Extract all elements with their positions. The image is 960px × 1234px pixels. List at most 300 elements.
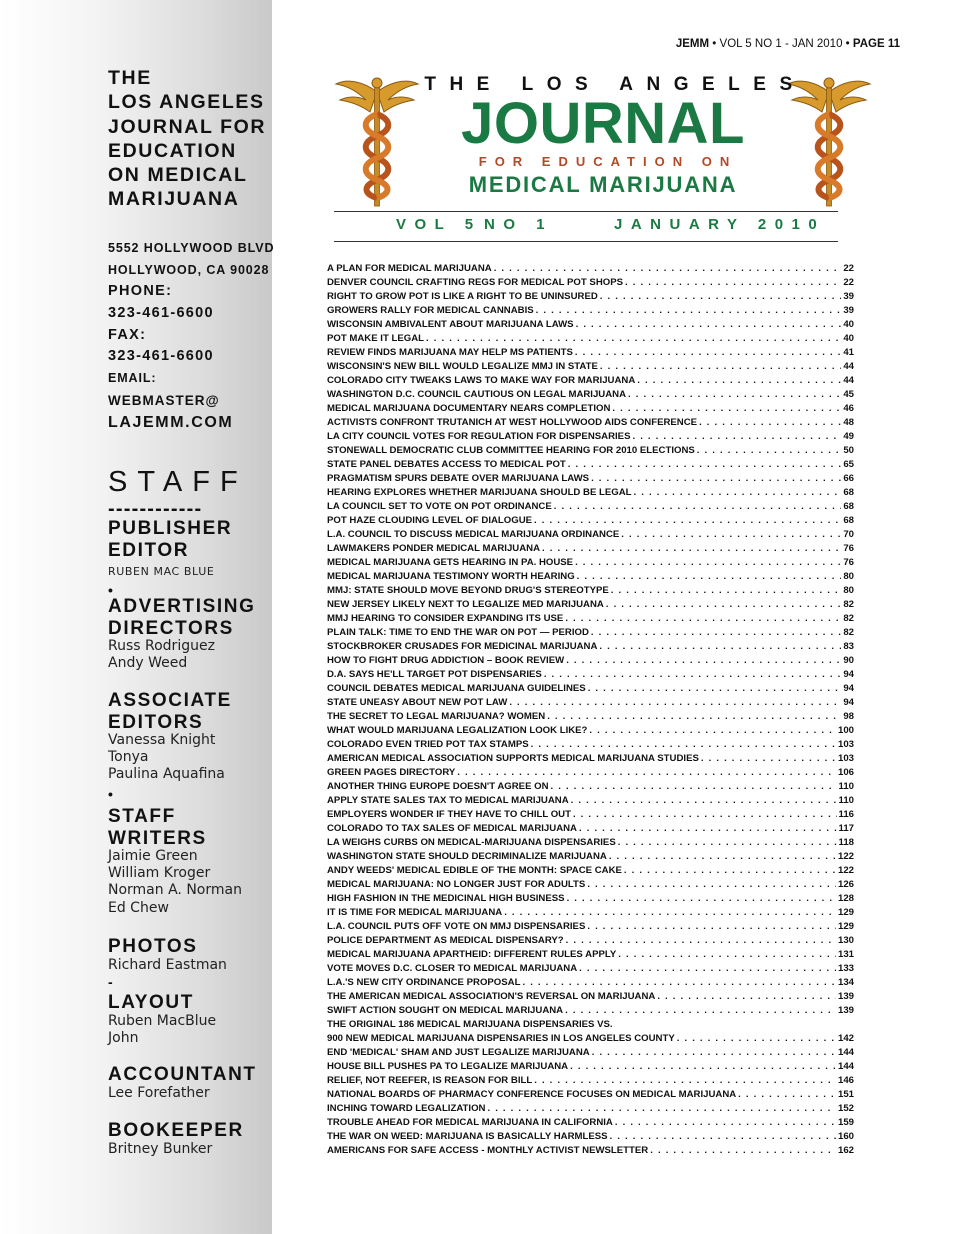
separator: • [108,786,113,802]
toc-entry-title: TROUBLE AHEAD FOR MEDICAL MARIJUANA IN CALIFORNIA [327,1117,613,1128]
toc-entry-page: 126 [837,879,854,890]
toc-entry-title: PRAGMATISM SPURS DEBATE OVER MARIJUANA LAWS [327,473,590,484]
toc-entry[interactable] [327,710,854,724]
phone-label: PHONE: [108,283,173,300]
toc-entry-page: 39 [843,305,854,316]
toc-entry-page: 82 [843,599,854,610]
toc-dot-leader [701,752,836,766]
toc-dot-leader [624,864,836,878]
toc-entry[interactable] [327,766,854,780]
toc-entry[interactable] [327,682,854,696]
toc-entry-title: REVIEW FINDS MARIJUANA MAY HELP MS PATIENTS [327,347,573,358]
toc-entry[interactable] [327,612,854,626]
toc-entry-title: THE SECRET TO LEGAL MARIJUANA? WOMEN [327,711,546,722]
toc-entry-page: 144 [837,1047,854,1058]
toc-dot-leader [621,528,841,542]
toc-entry-page: 76 [843,543,854,554]
toc-entry-title: HOW TO FIGHT DRUG ADDICTION – BOOK REVIEW [327,655,565,666]
toc-dot-leader [610,1130,836,1144]
staff-name: Tonya [108,749,149,766]
title-line: JOURNAL FOR [108,115,267,138]
toc-dot-leader [615,1116,836,1130]
toc-entry-title: POLICE DEPARTMENT AS MEDICAL DISPENSARY? [327,935,564,946]
toc-entry-page: 83 [843,641,854,652]
toc-dot-leader [650,1144,836,1158]
header-bullet: • [712,38,717,50]
toc-entry-title: STATE UNEASY ABOUT NEW POT LAW [327,697,508,708]
toc-entry-page: 80 [843,585,854,596]
role-title: PUBLISHER [108,518,233,539]
role-publisher-editor [108,518,232,561]
staff-name: Ed Chew [108,899,169,916]
toc-entry[interactable] [327,318,854,332]
toc-entry-page: 39 [843,291,854,302]
toc-entry-title: L.A. COUNCIL TO DISCUSS MEDICAL MARIJUANA ORDINANCE [327,529,620,540]
toc-entry-title: AMERICANS FOR SAFE ACCESS - MONTHLY ACTIVIST NEWSLETTER [327,1145,649,1156]
role-title: ASSOCIATE [108,690,232,711]
toc-dot-leader [599,640,841,654]
role-names [108,638,215,672]
toc-entry-page: 70 [843,529,854,540]
toc-dot-leader [637,374,841,388]
staff-name: Jaimie Green [108,848,198,864]
staff-name: Richard Eastman [108,957,227,973]
role-title: EDITOR [108,539,190,561]
toc-entry-page: 146 [837,1075,854,1086]
toc-entry-title: STATE PANEL DEBATES ACCESS TO MEDICAL POT [327,459,566,470]
role-names [108,563,214,580]
page-number: PAGE 11 [852,38,900,50]
toc-entry[interactable] [327,1046,854,1060]
toc-entry[interactable] [327,668,854,682]
toc-entry-title: HIGH FASHION IN THE MEDICINAL HIGH BUSINESS [327,893,565,904]
toc-entry-page: 144 [837,1061,854,1072]
toc-entry-title: EMPLOYERS WONDER IF THEY HAVE TO CHILL OUT [327,809,571,820]
toc-entry-page: 159 [837,1117,854,1128]
toc-entry-page: 94 [843,697,854,708]
toc-entry[interactable] [327,542,854,556]
toc-entry[interactable] [327,1130,854,1144]
toc-entry-page: 45 [843,389,854,400]
toc-entry[interactable] [327,808,854,822]
toc-entry[interactable] [327,402,854,416]
toc-entry[interactable] [327,640,854,654]
toc-dot-leader [554,500,842,514]
toc-entry-title: WASHINGTON D.C. COUNCIL CAUTIOUS ON LEGAL MARIJUANA [327,389,627,400]
toc-entry-page: 160 [837,1131,854,1142]
toc-entry-page: 65 [843,459,854,470]
toc-dot-leader [634,486,842,500]
toc-entry-page: 110 [838,795,854,806]
journal-title [108,66,266,212]
toc-entry-title: IT IS TIME FOR MEDICAL MARIJUANA [327,907,503,918]
title-line: THE [108,67,152,89]
role-accountant [108,1064,257,1086]
toc-entry[interactable] [327,864,854,878]
staff-name: Lee Forefather [108,1085,210,1101]
toc-entry-title: WISCONSIN AMBIVALENT ABOUT MARIJUANA LAWS [327,319,574,330]
toc-dot-leader [738,1088,836,1102]
toc-dot-leader [494,262,842,276]
toc-entry-title: APPLY STATE SALES TAX TO MEDICAL MARIJUANA [327,795,569,806]
title-line: EDUCATION [108,139,237,162]
toc-entry[interactable] [327,780,854,794]
toc-entry-title: VOTE MOVES D.C. CLOSER TO MEDICAL MARIJUANA [327,963,578,974]
toc-dot-leader [547,710,841,724]
table-of-contents [327,262,854,1158]
toc-entry-page: 82 [843,613,854,624]
phone-number: 323-461-6600 [108,305,214,322]
volume-number: VOL 5 [396,216,482,233]
title-line: ON MEDICAL [108,164,248,187]
title-line: MARIJUANA [108,188,240,211]
toc-entry-page: 94 [843,683,854,694]
toc-entry[interactable] [327,752,854,766]
toc-entry-page: 162 [837,1145,854,1156]
toc-entry-page: 48 [843,417,854,428]
toc-dot-leader [568,458,842,472]
staff-name: Andy Weed [108,655,188,672]
toc-entry-page: 152 [837,1103,854,1114]
toc-entry[interactable] [327,724,854,738]
toc-entry[interactable] [327,528,854,542]
toc-dot-leader [542,542,841,556]
toc-entry-page: 82 [843,627,854,638]
toc-entry[interactable] [327,850,854,864]
masthead-medical-marijuana: MEDICAL MARIJUANA [468,172,738,197]
toc-entry[interactable] [327,374,854,388]
toc-dot-leader [592,1046,836,1060]
toc-entry-title: LA WEIGHS CURBS ON MEDICAL-MARIJUANA DISPENSARIES [327,837,616,848]
toc-entry[interactable] [327,332,854,346]
staff-name: RUBEN MAC BLUE [108,565,215,578]
toc-entry-page: 151 [837,1089,854,1100]
bottom-rule [334,241,838,242]
toc-dot-leader [566,934,836,948]
toc-entry-page: 110 [838,781,854,792]
toc-dot-leader [606,598,841,612]
toc-entry-title: D.A. SAYS HE'LL TARGET POT DISPENSARIES [327,669,542,680]
toc-entry[interactable] [327,1074,854,1088]
toc-entry-page: 130 [837,935,854,946]
toc-entry-page: 68 [843,487,854,498]
toc-entry-title: COUNCIL DEBATES MEDICAL MARIJUANA GUIDELINES [327,683,586,694]
toc-dot-leader [589,724,836,738]
toc-entry-page: 44 [843,361,854,372]
toc-dot-leader [609,850,836,864]
staff-name: Russ Rodriguez [108,638,215,654]
toc-entry-page: 116 [838,809,854,820]
toc-entry[interactable] [327,1088,854,1102]
toc-entry-title: ANDY WEEDS' MEDICAL EDIBLE OF THE MONTH: SPACE CAKE [327,865,622,876]
toc-entry-title: MMJ HEARING TO CONSIDER EXPANDING ITS USE [327,613,564,624]
toc-entry[interactable] [327,458,854,472]
toc-entry-title: POT MAKE IT LEGAL [327,333,425,344]
staff-name: John [108,1030,139,1047]
role-title: DIRECTORS [108,617,234,639]
role-bookeeper [108,1120,244,1142]
issue-number: NO 1 [484,216,554,233]
toc-entry-page: 68 [843,501,854,512]
address-line-2: HOLLYWOOD, CA 90028 [108,262,270,277]
masthead-journal: JOURNAL [461,91,745,156]
toc-entry[interactable] [327,920,854,934]
toc-entry[interactable] [327,822,854,836]
toc-entry-page: 117 [838,823,854,834]
toc-entry[interactable] [327,990,854,1004]
toc-entry-title: MEDICAL MARIJUANA GETS HEARING IN PA. HOUSE [327,557,574,568]
toc-entry-title: 900 NEW MEDICAL MARIJUANA DISPENSARIES IN LOS ANGELES COUNTY [327,1033,675,1044]
toc-entry[interactable] [327,430,854,444]
toc-entry-page: 80 [843,571,854,582]
toc-entry[interactable] [327,500,854,514]
toc-entry-title: MEDICAL MARIJUANA TESTIMONY WORTH HEARING [327,571,575,582]
toc-dot-leader [509,696,841,710]
toc-entry-title: L.A. COUNCIL PUTS OFF VOTE ON MMJ DISPENSARIES [327,921,586,932]
brand-name: JEMM [675,38,710,50]
toc-dot-leader [618,836,837,850]
toc-dot-leader [544,668,842,682]
toc-dot-leader [534,1074,836,1088]
toc-entry-page: 46 [843,403,854,414]
role-title: LAYOUT [108,992,194,1013]
toc-dot-leader [612,402,841,416]
sidebar [0,0,275,1234]
toc-entry[interactable] [327,1102,854,1116]
toc-entry-title: DENVER COUNCIL CRAFTING REGS FOR MEDICAL POT SHOPS [327,277,624,288]
toc-dot-leader [570,1060,836,1074]
toc-entry[interactable] [327,696,854,710]
toc-entry[interactable] [327,1032,854,1046]
toc-entry-title: MEDICAL MARIJUANA APARTHEID: DIFFERENT RULES APPLY [327,949,617,960]
toc-entry-page: 90 [843,655,854,666]
toc-entry[interactable] [327,388,854,402]
toc-dot-leader [567,892,836,906]
toc-dot-leader [587,878,836,892]
toc-entry-title: L.A.'S NEW CITY ORDINANCE PROPOSAL [327,977,521,988]
staff-name: Vanessa Knight [108,732,216,748]
toc-entry[interactable] [327,626,854,640]
toc-entry-page: 50 [843,445,854,456]
role-names [108,1085,210,1102]
toc-entry[interactable] [327,276,854,290]
toc-entry-title: NEW JERSEY LIKELY NEXT TO LEGALIZE MED MARIJUANA [327,599,604,610]
separator: - [108,974,113,990]
toc-entry[interactable] [327,892,854,906]
toc-dot-leader [551,780,837,794]
toc-dot-leader [625,276,841,290]
toc-entry-page: 133 [837,963,854,974]
contact-info [108,238,274,433]
toc-entry-page: 129 [837,907,854,918]
toc-entry[interactable] [327,906,854,920]
toc-entry[interactable] [327,598,854,612]
toc-entry[interactable] [327,934,854,948]
toc-entry-title: INCHING TOWARD LEGALIZATION [327,1103,486,1114]
role-names [108,732,225,784]
toc-entry-page: 76 [843,557,854,568]
role-layout [108,992,194,1014]
toc-entry-title: ANOTHER THING EUROPE DOESN'T AGREE ON [327,781,549,792]
toc-entry[interactable] [327,346,854,360]
toc-entry[interactable] [327,948,854,962]
toc-entry[interactable] [327,962,854,976]
toc-entry[interactable] [327,1018,854,1032]
toc-entry[interactable] [327,1004,854,1018]
toc-dot-leader [611,584,842,598]
fax-label: FAX: [108,326,147,343]
toc-entry-title: A PLAN FOR MEDICAL MARIJUANA [327,263,492,274]
toc-dot-leader [576,318,842,332]
toc-entry-title: ACTIVISTS CONFRONT TRUTANICH AT WEST HOLLYWOOD AIDS CONFERENCE [327,417,698,428]
role-title: ACCOUNTANT [108,1064,257,1085]
separator: • [108,582,113,598]
toc-entry-title: NATIONAL BOARDS OF PHARMACY CONFERENCE FOCUSES ON MEDICAL MARIJUANA [327,1089,737,1100]
toc-dot-leader [426,332,841,346]
toc-entry[interactable] [327,878,854,892]
toc-entry[interactable] [327,794,854,808]
toc-entry-page: 40 [843,333,854,344]
toc-entry-title: WHAT WOULD MARIJUANA LEGALIZATION LOOK LIKE? [327,725,588,736]
masthead [334,74,872,210]
toc-entry-page: 131 [837,949,854,960]
toc-entry-title: THE AMERICAN MEDICAL ASSOCIATION'S REVERSAL ON MARIJUANA [327,991,656,1002]
toc-entry-title: MEDICAL MARIJUANA DOCUMENTARY NEARS COMPLETION [327,403,611,414]
toc-entry[interactable] [327,738,854,752]
email-label: EMAIL: [108,371,157,386]
staff-name: Britney Bunker [108,1141,213,1157]
address-line-1: 5552 HOLLYWOOD BLVD [108,241,275,255]
toc-entry-page: 122 [837,865,854,876]
top-rule [334,211,838,212]
toc-dot-leader [579,962,836,976]
staff-name: William Kroger [108,865,211,882]
toc-entry-title: WISCONSIN'S NEW BILL WOULD LEGALIZE MMJ IN STATE [327,361,598,372]
toc-entry-title: SWIFT ACTION SOUGHT ON MEDICAL MARIJUANA [327,1005,564,1016]
staff-name: Ruben MacBlue [108,1013,217,1029]
toc-dot-leader [457,766,836,780]
toc-dot-leader [697,444,842,458]
role-names [108,848,242,917]
role-names [108,957,227,974]
toc-entry[interactable] [327,584,854,598]
toc-entry[interactable] [327,290,854,304]
toc-entry-page: 118 [838,837,854,848]
staff-name: Paulina Aquafina [108,766,225,783]
toc-entry[interactable] [327,514,854,528]
toc-entry[interactable] [327,570,854,584]
issue-date: JANUARY 2010 [614,216,826,233]
toc-entry-page: 139 [837,991,854,1002]
toc-dot-leader [522,976,836,990]
role-photos [108,936,198,958]
website-link[interactable]: LAJEMM.COM [108,413,234,431]
toc-entry-page: 49 [843,431,854,442]
toc-dot-leader [632,430,841,444]
masthead-for-education: FOR EDUCATION ON [478,154,738,169]
toc-entry-page: 106 [837,767,854,778]
staff-heading: STAFF [108,466,248,498]
toc-entry[interactable] [327,262,854,276]
toc-entry-page: 129 [837,921,854,932]
toc-entry-title: HOUSE BILL PUSHES PA TO LEGALIZE MARIJUANA [327,1061,569,1072]
toc-entry-page: 142 [837,1033,854,1044]
toc-entry[interactable] [327,360,854,374]
toc-entry-title: COLORADO TO TAX SALES OF MEDICAL MARIJUANA [327,823,577,834]
toc-entry[interactable] [327,416,854,430]
toc-dot-leader [588,682,842,696]
toc-entry[interactable] [327,556,854,570]
toc-entry-title: STONEWALL DEMOCRATIC CLUB COMMITTEE HEARING FOR 2010 ELECTIONS [327,445,695,456]
role-title: EDITORS [108,711,204,733]
toc-entry[interactable] [327,836,854,850]
toc-entry-page: 41 [843,347,854,358]
toc-entry-page: 103 [837,739,854,750]
toc-dot-leader [566,654,841,668]
toc-entry-title: LA COUNCIL SET TO VOTE ON POT ORDINANCE [327,501,552,512]
toc-entry-page: 139 [837,1005,854,1016]
role-staff-writers [108,806,207,849]
role-names [108,1141,212,1158]
toc-dot-leader [571,794,837,808]
staff-divider: ------------ [108,498,203,520]
toc-entry-title: RELIEF, NOT REEFER, IS REASON FOR BILL [327,1075,533,1086]
header-bullet: • [845,38,850,50]
toc-entry-page: 98 [843,711,854,722]
toc-entry-page: 122 [837,851,854,862]
toc-entry-page: 66 [843,473,854,484]
toc-entry-title: MMJ: STATE SHOULD MOVE BEYOND DRUG'S STEREOTYPE [327,585,609,596]
toc-entry[interactable] [327,304,854,318]
toc-entry-title: AMERICAN MEDICAL ASSOCIATION SUPPORTS MEDICAL MARIJUANA STUDIES [327,753,699,764]
toc-dot-leader [575,346,841,360]
toc-dot-leader [699,416,841,430]
toc-entry[interactable] [327,1116,854,1130]
toc-entry[interactable] [327,472,854,486]
toc-entry-title: THE ORIGINAL 186 MEDICAL MARIJUANA DISPENSARIES VS. [327,1019,613,1030]
toc-dot-leader [534,514,841,528]
toc-entry-title: GREEN PAGES DIRECTORY [327,767,456,778]
toc-entry-title: HEARING EXPLORES WHETHER MARIJUANA SHOULD BE LEGAL [327,487,632,498]
toc-entry-title: THE WAR ON WEED: MARIJUANA IS BASICALLY HARMLESS [327,1131,608,1142]
toc-dot-leader [677,1032,836,1046]
toc-dot-leader [591,626,841,640]
toc-entry-page: 68 [843,515,854,526]
toc-entry-title: STOCKBROKER CRUSADES FOR MEDICINAL MARIJUANA [327,641,598,652]
toc-dot-leader [587,920,836,934]
role-title: BOOKEEPER [108,1120,244,1141]
toc-entry-page: 40 [843,319,854,330]
toc-entry[interactable] [327,654,854,668]
toc-entry-page: 22 [843,277,854,288]
toc-entry[interactable] [327,1144,854,1158]
toc-entry-title: COLORADO CITY TWEAKS LAWS TO MAKE WAY FOR MARIJUANA [327,375,636,386]
toc-dot-leader [579,822,837,836]
toc-entry[interactable] [327,486,854,500]
toc-entry[interactable] [327,444,854,458]
issue-info: VOL 5 NO 1 - JAN 2010 [719,38,843,50]
toc-entry[interactable] [327,1060,854,1074]
toc-entry-page: 100 [837,725,854,736]
toc-entry[interactable] [327,976,854,990]
toc-entry-page: 128 [837,893,854,904]
page-header [676,38,900,50]
toc-dot-leader [565,612,841,626]
masthead-the-los-angeles: THE LOS ANGELES [424,74,806,95]
toc-entry-title: RIGHT TO GROW POT IS LIKE A RIGHT TO BE UNINSURED [327,291,598,302]
toc-entry-page: 94 [843,669,854,680]
toc-dot-leader [600,290,842,304]
